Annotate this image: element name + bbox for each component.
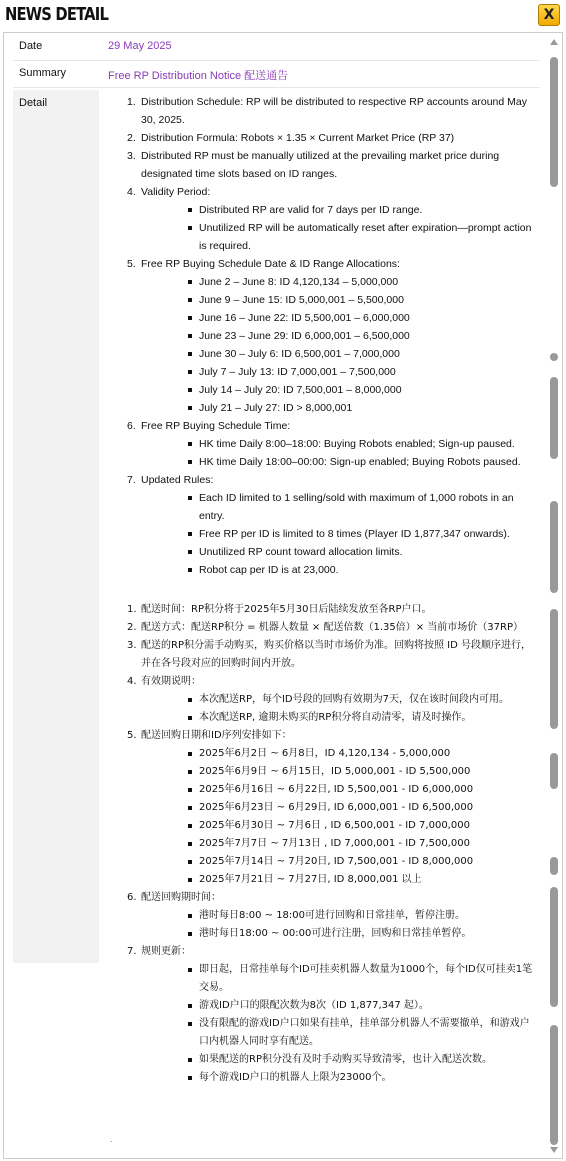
notice-sub-item: 即日起，日常挂单每个ID可挂卖机器人数量为1000个，每个ID仅可挂卖1笔交易。	[141, 961, 539, 997]
notice-item-number: 1.	[127, 96, 136, 108]
scroll-down-arrow-icon[interactable]	[550, 1147, 558, 1153]
notice-item-text: Validity Period:	[141, 186, 211, 198]
notice-sub-item: 如果配送的RP积分没有及时手动购买导致清零，也计入配送次数。	[141, 1051, 539, 1069]
date-row	[13, 40, 540, 61]
notice-sub-list	[141, 907, 539, 943]
notice-item-text: Distributed RP must be manually utilized at the prevailing market price during designated time slots based on ID ranges.	[141, 150, 500, 180]
detail-label: Detail	[13, 90, 99, 963]
notice-sub-item: 2025年6月23日 ~ 6月29日, ID 6,000,001 - ID 6,500,000	[141, 799, 539, 817]
scrollbar-thumb[interactable]	[550, 857, 558, 875]
notice-sub-item: 本次配送RP，每个ID号段的回购有效期为7天，仅在该时间段内可用。	[141, 691, 539, 709]
notice-item-number: 6.	[127, 892, 137, 903]
notice-sub-item: 2025年7月21日 ~ 7月27日, ID 8,000,001 以上	[141, 871, 539, 889]
date-label: Date	[19, 40, 43, 52]
summary-value: Free RP Distribution Notice 配送通告	[108, 70, 289, 82]
notice-item	[99, 889, 539, 943]
scrollbar-thumb[interactable]	[550, 1025, 558, 1145]
notice-item	[99, 93, 539, 129]
notice-sub-item: 港时每日18:00 ~ 00:00可进行注册，回购和日常挂单暂停。	[141, 925, 539, 943]
notice-sub-item: 2025年6月16日 ~ 6月22日, ID 5,500,001 - ID 6,000,000	[141, 781, 539, 799]
notice-item	[99, 601, 539, 619]
notice-item-text: Free RP Buying Schedule Date & ID Range Allocations:	[141, 258, 400, 270]
notice-sub-item: Each ID limited to 1 selling/sold with maximum of 1,000 robots in an entry.	[141, 489, 539, 525]
notice-item-text: 规则更新：	[141, 946, 191, 957]
notice-item-number: 2.	[127, 132, 136, 144]
notice-sub-item: June 2 – June 8: ID 4,120,134 – 5,000,000	[141, 273, 539, 291]
notice-item	[99, 943, 539, 1087]
summary-row	[13, 67, 540, 88]
notice-sub-item: 每个游戏ID户口的机器人上限为23000个。	[141, 1069, 539, 1087]
date-value: 29 May 2025	[108, 40, 172, 52]
notice-item	[99, 673, 539, 727]
notice-item-number: 6.	[127, 420, 136, 432]
notice-item-number: 5.	[127, 258, 136, 270]
notice-item	[99, 183, 539, 255]
notice-sub-list	[141, 435, 539, 471]
scrollbar-thumb[interactable]	[550, 753, 558, 789]
notice-item-number: 4.	[127, 186, 136, 198]
scrollbar-thumb[interactable]	[550, 887, 558, 1007]
summary-label: Summary	[19, 67, 67, 79]
notice-item-number: 3.	[127, 640, 137, 651]
notice-item	[99, 471, 539, 579]
notice-sub-list	[141, 273, 539, 417]
notice-sub-item: 2025年6月2日 ~ 6月8日，ID 4,120,134 - 5,000,000	[141, 745, 539, 763]
detail-english	[99, 93, 539, 579]
notice-sub-list	[141, 201, 539, 255]
notice-item	[99, 619, 539, 637]
scrollbar-thumb[interactable]	[550, 353, 558, 361]
notice-sub-item: Distributed RP are valid for 7 days per ID range.	[141, 201, 539, 219]
news-detail-content	[4, 33, 544, 1158]
scrollbar-thumb[interactable]	[550, 57, 558, 187]
window-title: NEWS DETAIL	[5, 4, 109, 25]
notice-sub-item: June 30 – July 6: ID 6,500,001 – 7,000,000	[141, 345, 539, 363]
chinese-notice-list	[99, 601, 539, 1087]
notice-item-text: Free RP Buying Schedule Time:	[141, 420, 291, 432]
notice-sub-item: 2025年7月7日 ~ 7月13日 , ID 7,000,001 - ID 7,500,000	[141, 835, 539, 853]
notice-sub-item: Unutilized RP will be automatically reset after expiration—prompt action is required.	[141, 219, 539, 255]
detail-chinese	[99, 601, 539, 1087]
notice-item-number: 7.	[127, 474, 136, 486]
notice-item-number: 5.	[127, 730, 137, 741]
notice-item	[99, 727, 539, 889]
notice-item-text: Distribution Schedule: RP will be distributed to respective RP accounts around May 30, 2025.	[141, 96, 527, 126]
notice-item-text: Distribution Formula: Robots × 1.35 × Current Market Price (RP 37)	[141, 132, 455, 144]
notice-sub-item: HK time Daily 18:00–00:00: Sign-up enabled; Buying Robots paused.	[141, 453, 539, 471]
notice-item-text: 配送方式：配送RP积分 = 机器人数量 × 配送倍数（1.35倍）× 当前市场价（37RP）	[141, 622, 523, 633]
notice-item	[99, 255, 539, 417]
notice-item-number: 7.	[127, 946, 137, 957]
notice-sub-item: July 14 – July 20: ID 7,500,001 – 8,000,000	[141, 381, 539, 399]
scrollbar-thumb[interactable]	[550, 377, 558, 459]
scrollbar-thumb[interactable]	[550, 501, 558, 593]
notice-sub-item: 2025年6月30日 ~ 7月6日 , ID 6,500,001 - ID 7,000,000	[141, 817, 539, 835]
notice-sub-item: 港时每日8:00 ~ 18:00可进行回购和日常挂单，暂停注册。	[141, 907, 539, 925]
notice-sub-item: 本次配送RP, 逾期未购买的RP积分将自动清零，请及时操作。	[141, 709, 539, 727]
notice-item-text: 配送时间：RP积分将于2025年5月30日后陆续发放至各RP户口。	[141, 604, 432, 615]
notice-sub-item: July 7 – July 13: ID 7,000,001 – 7,500,000	[141, 363, 539, 381]
window-header	[0, 0, 566, 32]
notice-item-number: 1.	[127, 604, 137, 615]
notice-sub-item: June 9 – June 15: ID 5,000,001 – 5,500,000	[141, 291, 539, 309]
notice-item	[99, 417, 539, 471]
notice-sub-item: 游戏ID户口的限配次数为8次（ID 1,877,347 起）。	[141, 997, 539, 1015]
notice-sub-item: 2025年7月14日 ~ 7月20日, ID 7,500,001 - ID 8,000,000	[141, 853, 539, 871]
scrollbar-thumb[interactable]	[550, 609, 558, 729]
notice-item-number: 2.	[127, 622, 137, 633]
notice-sub-item: June 23 – June 29: ID 6,000,001 – 6,500,000	[141, 327, 539, 345]
notice-sub-item: HK time Daily 8:00–18:00: Buying Robots enabled; Sign-up paused.	[141, 435, 539, 453]
footer-mark: .	[110, 1135, 113, 1144]
notice-sub-list	[141, 961, 539, 1087]
notice-sub-item: July 21 – July 27: ID > 8,000,001	[141, 399, 539, 417]
notice-item-number: 4.	[127, 676, 137, 687]
notice-sub-list	[141, 489, 539, 579]
english-notice-list	[99, 93, 539, 579]
scroll-up-arrow-icon[interactable]	[550, 39, 558, 45]
news-detail-panel	[3, 32, 563, 1159]
notice-sub-item: Free RP per ID is limited to 8 times (Player ID 1,877,347 onwards).	[141, 525, 539, 543]
notice-item	[99, 637, 539, 673]
close-button[interactable]: X	[538, 4, 560, 26]
notice-sub-item: Unutilized RP count toward allocation limits.	[141, 543, 539, 561]
notice-sub-list	[141, 745, 539, 889]
notice-sub-item: June 16 – June 22: ID 5,500,001 – 6,000,000	[141, 309, 539, 327]
notice-sub-item: 没有限配的游戏ID户口如果有挂单，挂单部分机器人不需要撤单，和游戏户口内机器人同时享有配送。	[141, 1015, 539, 1051]
notice-item-number: 3.	[127, 150, 136, 162]
notice-sub-list	[141, 691, 539, 727]
notice-item-text: 配送回购日期和ID序列安排如下：	[141, 730, 292, 741]
notice-item-text: 有效期说明：	[141, 676, 201, 687]
notice-item	[99, 129, 539, 147]
notice-sub-item: Robot cap per ID is at 23,000.	[141, 561, 539, 579]
notice-item	[99, 147, 539, 183]
vertical-scrollbar[interactable]	[547, 37, 561, 1155]
notice-sub-item: 2025年6月9日 ~ 6月15日，ID 5,000,001 - ID 5,500,000	[141, 763, 539, 781]
notice-item-text: 配送回购期时间：	[141, 892, 221, 903]
notice-item-text: 配送的RP积分需手动购买，购买价格以当时市场价为准。回购将按照 ID 号段顺序进行，并在各号段对应的回购时间内开放。	[141, 640, 531, 669]
notice-item-text: Updated Rules:	[141, 474, 214, 486]
